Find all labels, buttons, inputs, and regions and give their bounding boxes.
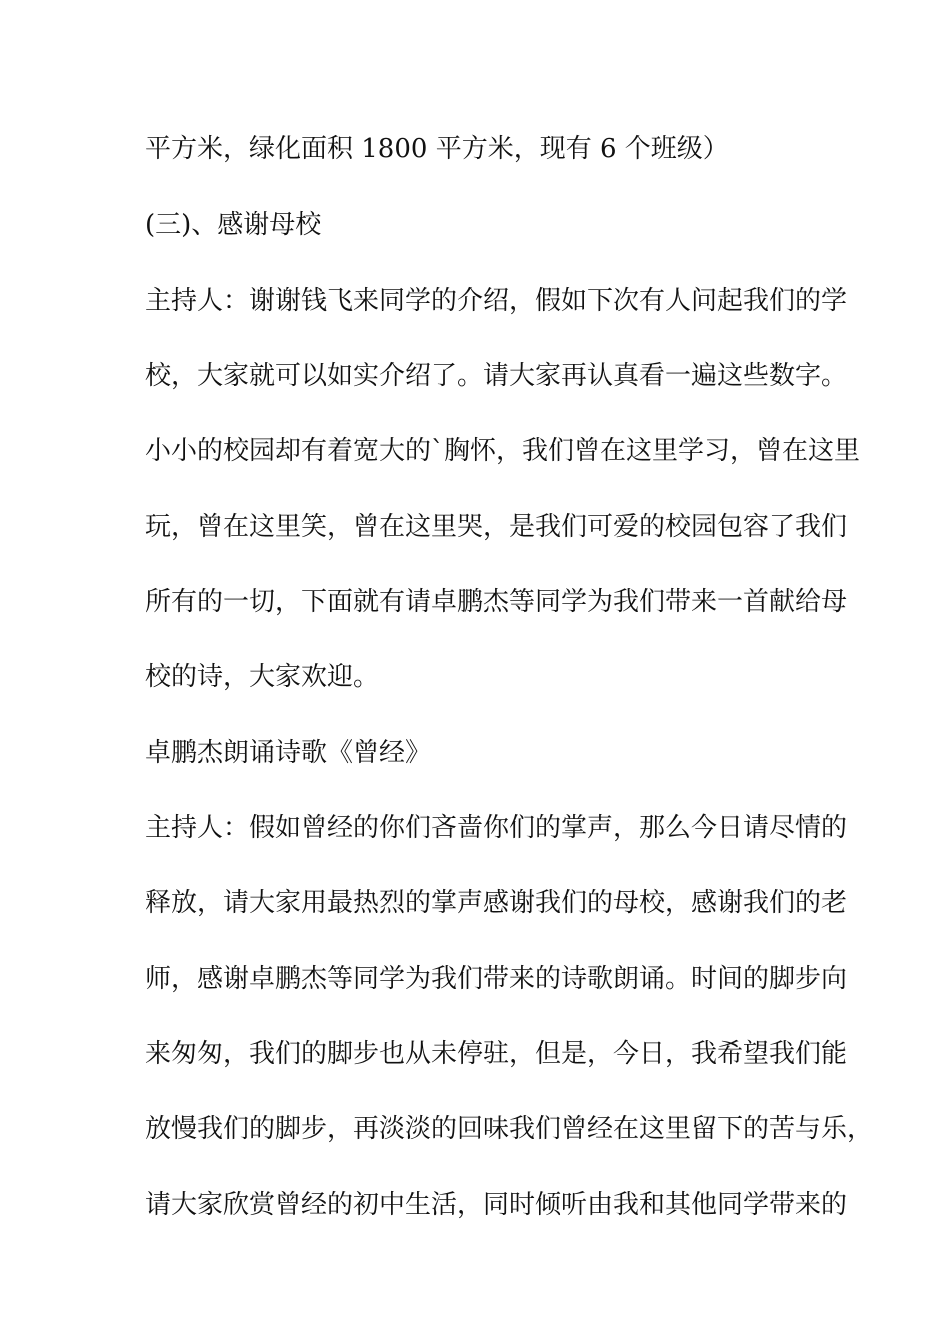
- text-line: 请大家欣赏曾经的初中生活，同时倾听由我和其他同学带来的: [145, 1190, 848, 1220]
- text-line: 放慢我们的脚步，再淡淡的回味我们曾经在这里留下的苦与乐，: [145, 1114, 874, 1144]
- text-line: 校的诗，大家欢迎。: [145, 662, 380, 692]
- text-line: 主持人：假如曾经的你们吝啬你们的掌声，那么今日请尽情的: [145, 813, 848, 843]
- text-line: 所有的一切，下面就有请卓鹏杰等同学为我们带来一首献给母: [145, 587, 848, 617]
- text-line: 卓鹏杰朗诵诗歌《曾经》: [145, 738, 432, 768]
- text-line: 释放，请大家用最热烈的掌声感谢我们的母校，感谢我们的老: [145, 888, 848, 918]
- text-line: 小小的校园却有着宽大的`胸怀，我们曾在这里学习，曾在这里: [145, 436, 861, 466]
- text-line: 师，感谢卓鹏杰等同学为我们带来的诗歌朗诵。时间的脚步向: [145, 964, 848, 994]
- text-line: 平方米，绿化面积 1800 平方米，现有 6 个班级）: [145, 134, 729, 164]
- section-heading: (三)、感谢母校: [145, 210, 322, 240]
- text-line: 校，大家就可以如实介绍了。请大家再认真看一遍这些数字。: [145, 361, 848, 391]
- text-line: 玩，曾在这里笑，曾在这里哭，是我们可爱的校园包容了我们: [145, 512, 848, 542]
- text-line: 来匆匆，我们的脚步也从未停驻，但是，今日，我希望我们能: [145, 1039, 848, 1069]
- text-line: 主持人：谢谢钱飞来同学的介绍，假如下次有人问起我们的学: [145, 286, 848, 316]
